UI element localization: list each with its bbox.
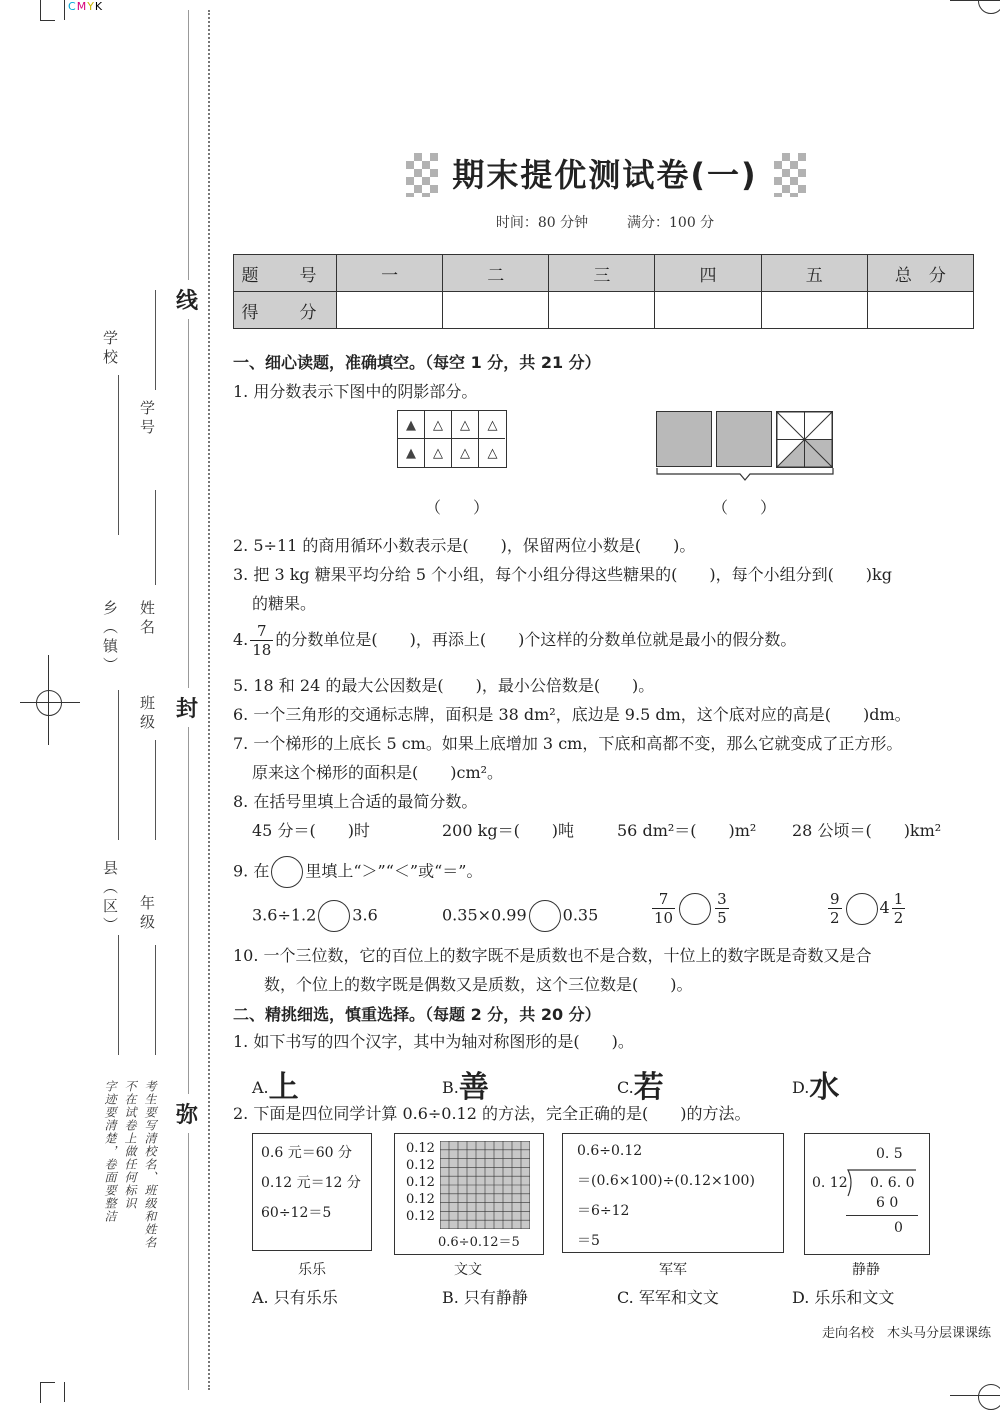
line-class — [155, 740, 156, 840]
caption-junjun: 军军 — [659, 1262, 687, 1278]
triangle-grid-figure — [397, 410, 507, 468]
triangle-grid-divider — [398, 438, 505, 439]
score-cell-total[interactable] — [867, 292, 973, 329]
registration-mark-top-right — [978, 0, 1000, 14]
answer-blank-1b[interactable]: （ ） — [712, 498, 777, 517]
seal-char-close: 弥 — [176, 1094, 198, 1133]
question-1-2: 2. 5÷11 的商用循环小数表示是( )，保留两位小数是( )。 — [233, 536, 696, 555]
seal-char-seal: 封 — [176, 688, 198, 727]
question-1-1: 1. 用分数表示下图中的阴影部分。 — [233, 382, 478, 401]
crop-mark-bottom-left-v — [64, 1382, 65, 1402]
label-class: 班级 — [138, 695, 156, 733]
question-1-10-line2: 数，个位上的数字既是偶数又是质数，这个三位数是( )。 — [264, 975, 693, 994]
header-score: 得 分 — [234, 292, 337, 329]
compare-circle-input[interactable] — [529, 900, 561, 932]
col-5: 五 — [761, 255, 867, 292]
footer-series-name: 走向名校 木头马分层课课练 — [822, 1326, 992, 1341]
shaded-square-2 — [716, 411, 772, 467]
label-county: 县（区） — [101, 860, 119, 936]
registration-hline-bottom-right — [950, 1395, 1000, 1396]
question-1-3-line2: 的糖果。 — [252, 594, 317, 613]
fraction: $\frac{7}{18}$ — [252, 622, 272, 659]
jingjing-product: 6 0 — [876, 1195, 899, 1211]
registration-mark-bottom-right — [978, 1384, 1000, 1410]
question-2-2: 2. 下面是四位同学计算 0.6÷0.12 的方法，完全正确的是( )的方法。 — [233, 1104, 751, 1123]
q8-item-4: 28 公顷＝( )km² — [792, 821, 942, 840]
wenwen-result: 0.6÷0.12＝5 — [438, 1235, 520, 1250]
q9-item-d: $\frac{9}{2}$ 4 $\frac{1}{2}$ — [830, 890, 904, 927]
question-1-7-line1: 7. 一个梯形的上底长 5 cm。如果上底增加 3 cm，下底和高都不变，那么它就变成了正方形。 — [233, 734, 903, 753]
q8-item-2: 200 kg＝( )吨 — [442, 821, 575, 840]
caption-jingjing: 静静 — [852, 1262, 880, 1278]
registration-hline-top-right — [950, 0, 1000, 1]
exam-meta — [0, 212, 1000, 232]
q9-item-b: 0.35×0.99 0.35 — [442, 900, 598, 932]
compare-circle-icon — [271, 856, 303, 888]
line-school — [118, 375, 119, 535]
compare-circle-input[interactable] — [679, 893, 711, 925]
score-table-header-row — [234, 255, 974, 292]
line-grade — [155, 945, 156, 1055]
triangle-icon: △ — [487, 445, 498, 461]
option-b[interactable]: B.善 — [442, 1070, 489, 1105]
col-3: 三 — [549, 255, 655, 292]
question-1-4: 4. $\frac{7}{18}$ 的分数单位是( )，再添上( )个这样的分数单位就是最小的假分数。 — [233, 622, 797, 659]
page-title: 期末提优测试卷(一) — [452, 156, 758, 194]
col-4: 四 — [655, 255, 761, 292]
score-cell-5[interactable] — [761, 292, 867, 329]
triangle-shaded-icon: ▲ — [398, 411, 425, 439]
label-name: 姓名 — [138, 600, 156, 638]
compare-circle-input[interactable] — [846, 893, 878, 925]
answer-blank-1a[interactable]: （ ） — [425, 498, 490, 517]
crop-mark-top-left — [40, 0, 55, 21]
jingjing-divisor: 0. 12 — [812, 1175, 848, 1191]
line-county — [118, 935, 119, 1055]
registration-line-left — [48, 655, 49, 745]
question-1-10-line1: 10. 一个三位数，它的百位上的数字既不是质数也不是合数，十位上的数字既是奇数又是合 — [233, 946, 872, 965]
question-2-1: 1. 如下书写的四个汉字，其中为轴对称图形的是( )。 — [233, 1032, 634, 1051]
label-township: 乡（镇） — [101, 600, 119, 676]
section-1-title: 一、细心读题，准确填空。（每空 1 分，共 21 分） — [233, 353, 601, 372]
jingjing-remainder: 0 — [894, 1220, 903, 1236]
score-table-score-row — [234, 292, 974, 329]
caption-lele: 乐乐 — [298, 1262, 326, 1278]
line-township — [118, 690, 119, 840]
score-cell-4[interactable] — [655, 292, 761, 329]
option-d[interactable]: D.水 — [792, 1070, 840, 1105]
q8-item-3: 56 dm²＝( )m² — [617, 821, 757, 840]
q9-item-c: $\frac{7}{10}$ $\frac{3}{5}$ — [654, 890, 727, 927]
triangle-icon: △ — [425, 439, 452, 467]
seal-char-line: 线 — [176, 280, 198, 319]
brace-under-squares — [655, 466, 835, 482]
partial-shaded-square — [776, 411, 833, 468]
question-1-7-line2: 原来这个梯形的面积是( )cm²。 — [252, 763, 504, 782]
col-2: 二 — [443, 255, 549, 292]
compare-circle-input[interactable] — [318, 900, 350, 932]
question-1-8: 8. 在括号里填上合适的最简分数。 — [233, 792, 478, 811]
question-1-6: 6. 一个三角形的交通标志牌，面积是 38 dm²，底边是 9.5 dm，这个底对应的高是( )dm。 — [233, 705, 911, 724]
crop-mark-bottom-left — [40, 1382, 55, 1403]
option-a[interactable]: A.上 — [252, 1070, 299, 1105]
method-box-lele: 0.6 元＝60 分 0.12 元＝12 分 60÷12＝5 — [252, 1133, 372, 1251]
score-cell-1[interactable] — [337, 292, 443, 329]
line-student-id — [155, 290, 156, 390]
triangle-icon: △ — [487, 417, 498, 433]
exam-instructions: 考生要写清校名、班级和姓名 不在试卷上做任何标识 字迹要清楚，卷面要整洁 — [103, 1080, 157, 1249]
option-2-a[interactable]: A. 只有乐乐 — [252, 1288, 338, 1307]
triangle-icon: △ — [452, 411, 479, 439]
triangle-icon: △ — [425, 411, 452, 439]
score-cell-2[interactable] — [443, 292, 549, 329]
option-c[interactable]: C.若 — [617, 1070, 664, 1105]
crop-mark-top-left-v — [64, 0, 65, 20]
q9-item-a: 3.6÷1.2 3.6 — [252, 900, 378, 932]
question-1-3-line1: 3. 把 3 kg 糖果平均分给 5 个小组，每个小组分得这些糖果的( )，每个小组分到( )kg — [233, 565, 892, 584]
shaded-square-1 — [656, 411, 712, 467]
col-total: 总 分 — [867, 255, 973, 292]
option-2-b[interactable]: B. 只有静静 — [442, 1288, 528, 1307]
jingjing-dividend: 0. 6. 0 — [870, 1175, 915, 1191]
question-1-5: 5. 18 和 24 的最大公因数是( )，最小公倍数是( )。 — [233, 676, 655, 695]
q8-item-1: 45 分＝( )时 — [252, 821, 370, 840]
col-1: 一 — [337, 255, 443, 292]
score-cell-3[interactable] — [549, 292, 655, 329]
header-question-no: 题 号 — [234, 255, 337, 292]
label-grade: 年级 — [138, 895, 156, 933]
full-score: 满分：100 分 — [627, 215, 715, 231]
hundred-grid-figure — [440, 1141, 530, 1229]
section-2-title: 二、精挑细选，慎重选择。（每题 2 分，共 20 分） — [233, 1005, 601, 1024]
label-school: 学校 — [101, 330, 119, 368]
cmyk-color-bar: CMYK — [68, 0, 104, 13]
registration-mark-left — [36, 690, 62, 716]
option-2-c[interactable]: C. 军军和文文 — [617, 1288, 719, 1307]
label-student-id: 学号 — [138, 400, 156, 438]
question-1-9: 9. 在 里填上“＞”“＜”或“＝”。 — [233, 856, 482, 888]
jingjing-quotient: 0. 5 — [876, 1146, 903, 1162]
option-2-d[interactable]: D. 乐乐和文文 — [792, 1288, 895, 1307]
method-box-junjun: 0.6÷0.12 ＝(0.6×100)÷(0.12×100) ＝6÷12 ＝5 — [562, 1133, 784, 1253]
registration-hline-left — [20, 702, 80, 703]
score-table — [233, 254, 974, 329]
jingjing-rule — [846, 1215, 918, 1216]
time-limit: 时间：80 分钟 — [495, 215, 589, 231]
triangle-shaded-icon: ▲ — [398, 439, 425, 467]
line-student-id-2 — [155, 490, 156, 585]
caption-wenwen: 文文 — [454, 1262, 482, 1278]
wenwen-labels: 0.12 0.12 0.12 0.12 0.12 — [406, 1141, 435, 1224]
triangle-icon: △ — [452, 439, 479, 467]
